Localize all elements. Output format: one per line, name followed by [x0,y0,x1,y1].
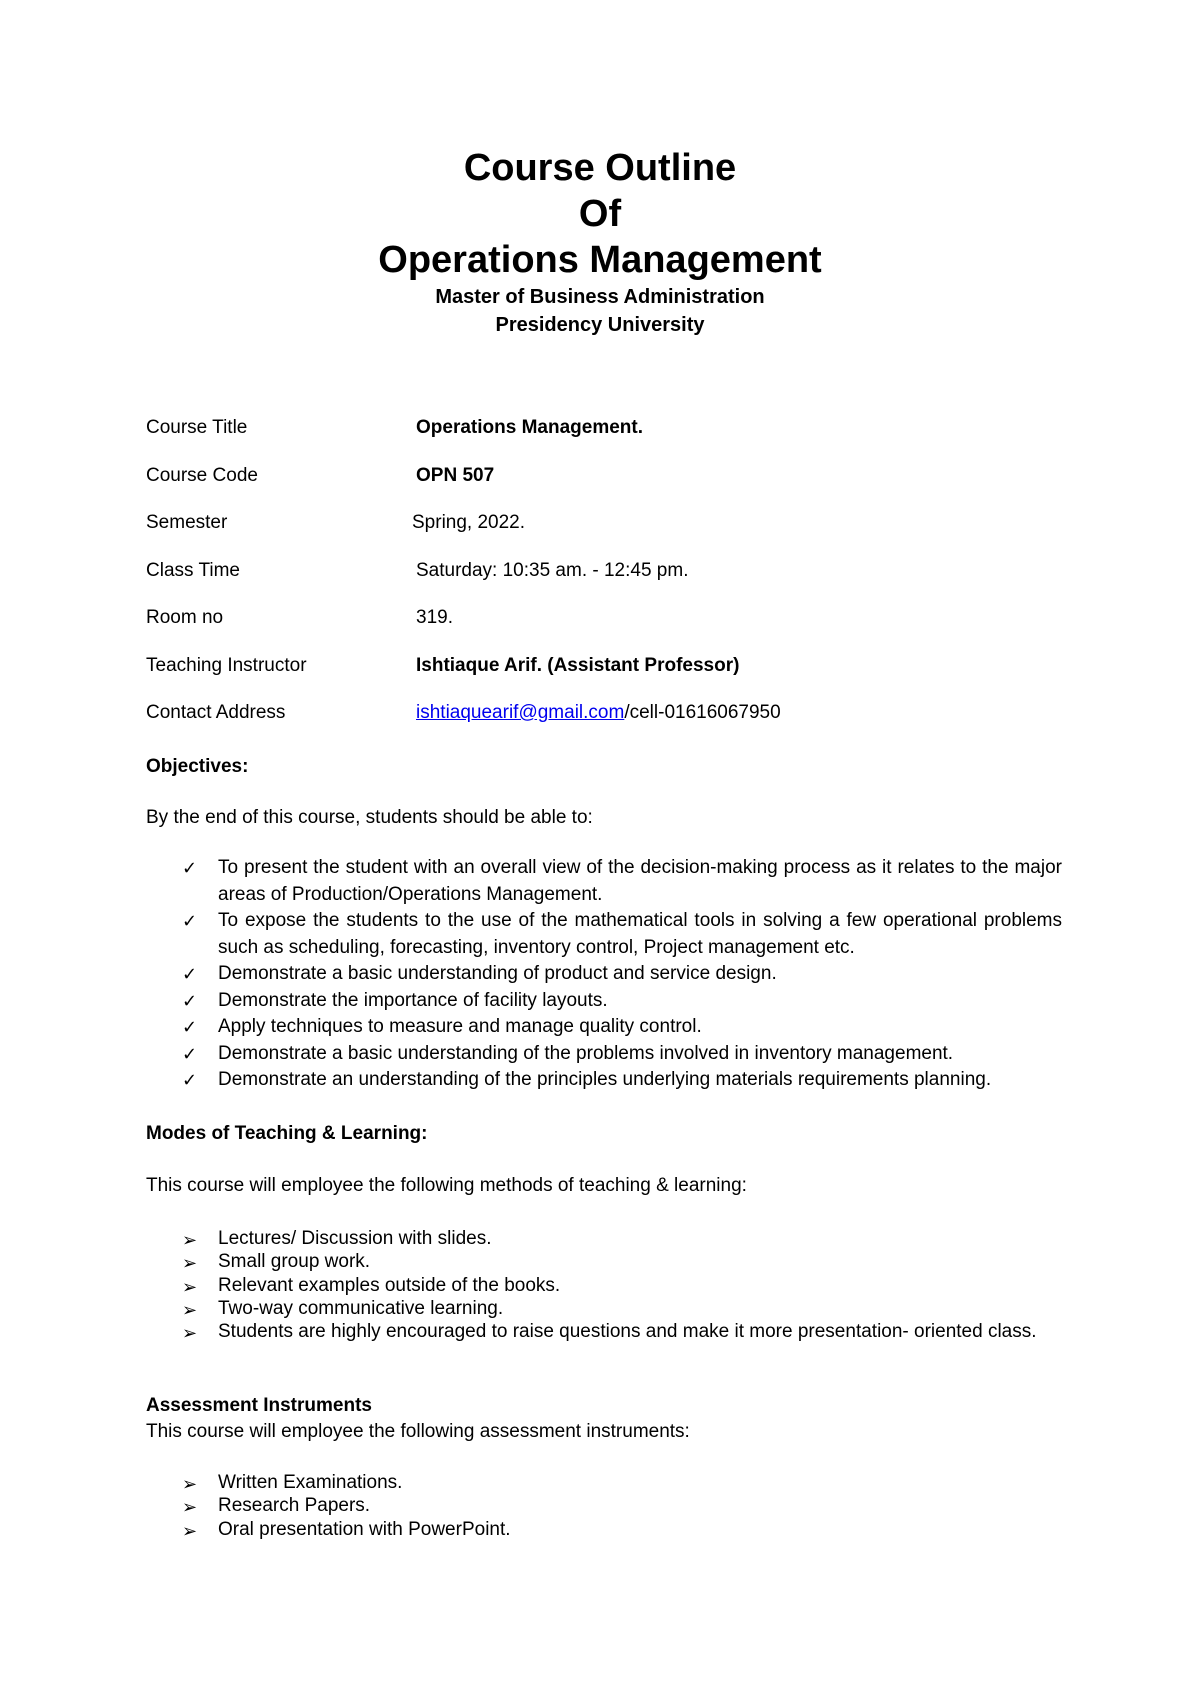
modes-intro: This course will employee the following methods of teaching & learning: [146,1175,747,1196]
list-item: ✓ To expose the students to the use of the mathematical tools in solving a few operational problems such as scheduling, forecasting, inventory control, Project management etc. [182,910,1062,958]
list-item: ✓ To present the student with an overall view of the decision-making process as it relates to the major areas of Production/Operations Management. [182,857,1062,905]
assessment-list [146,1471,1062,1541]
email-link[interactable]: ishtiaquearif@gmail.com [416,702,625,723]
check-icon: ✓ [182,911,198,931]
university-name: Presidency University [495,314,705,336]
info-row-instructor [146,654,1066,702]
list-item: ➢ Students are highly encouraged to raise questions and make it more presentation- oriented class. [146,1320,1062,1343]
check-icon: ✓ [182,1017,198,1037]
info-row-contact [146,701,1066,749]
info-row-course-code [146,464,1066,512]
title-line-2: Of [578,193,622,235]
list-item: ✓ Demonstrate the importance of facility layouts. [146,988,1062,1015]
modes-list [146,1227,1062,1343]
arrow-bullet-icon: ➢ [182,1299,198,1320]
info-value: Spring, 2022. [412,512,526,533]
arrow-bullet-icon: ➢ [182,1497,198,1518]
list-item: ➢ Research Papers. [146,1494,1062,1517]
course-info-table [146,416,1066,749]
info-value: Ishtiaque Arif. (Assistant Professor) [416,654,740,676]
objectives-heading: Objectives: [146,756,249,777]
info-label: Course Code [146,464,258,486]
info-value: Saturday: 10:35 am. - 12:45 pm. [416,559,689,581]
title-block [0,145,1200,339]
info-row-room [146,606,1066,654]
list-item: ✓ Demonstrate an understanding of the principles underlying materials requirements planning. [146,1067,1062,1094]
info-value: OPN 507 [416,464,495,486]
list-item: ✓ Demonstrate a basic understanding of product and service design. [146,961,1062,988]
modes-heading: Modes of Teaching & Learning: [146,1123,428,1144]
list-item: ✓ Demonstrate a basic understanding of the problems involved in inventory management. [146,1041,1062,1068]
objectives-section [146,754,1062,1094]
info-label: Semester [146,512,228,533]
info-value [416,701,1066,725]
check-icon: ✓ [182,858,198,878]
list-item: ➢ Small group work. [146,1250,1062,1273]
assessment-heading: Assessment Instruments [146,1395,372,1416]
cell-number: /cell-01616067950 [624,702,781,723]
arrow-bullet-icon: ➢ [182,1253,198,1274]
check-icon: ✓ [182,1070,198,1090]
arrow-bullet-icon: ➢ [182,1474,198,1494]
info-value: Operations Management. [416,417,643,438]
arrow-bullet-icon: ➢ [182,1276,198,1297]
title-line-3: Operations Management [378,239,822,281]
list-item: ➢ Lectures/ Discussion with slides. [146,1227,1062,1250]
info-label: Contact Address [146,702,286,723]
check-icon: ✓ [182,964,198,984]
list-item: ➢ Written Examinations. [146,1471,1062,1494]
check-icon: ✓ [182,990,198,1011]
assessment-intro: This course will employee the following assessment instruments: [146,1421,690,1442]
arrow-bullet-icon: ➢ [182,1520,198,1541]
program-name: Master of Business Administration [435,286,765,308]
modes-section [146,1121,1062,1343]
list-item: ➢ Relevant examples outside of the books. [146,1274,1062,1297]
arrow-bullet-icon: ➢ [182,1230,198,1250]
info-label: Room no [146,607,224,628]
info-value: 319. [416,607,453,628]
list-item: ➢ Oral presentation with PowerPoint. [146,1518,1062,1541]
info-row-semester [146,511,1066,559]
objectives-intro: By the end of this course, students should be able to: [146,807,593,828]
assessment-section [146,1393,1062,1541]
objectives-list [146,855,1062,1094]
info-label: Class Time [146,559,240,581]
info-row-course-title [146,416,1066,464]
list-item: ➢ Two-way communicative learning. [146,1297,1062,1320]
title-line-1: Course Outline [463,147,737,189]
info-label: Teaching Instructor [146,654,307,676]
check-icon: ✓ [182,1043,198,1064]
list-item: ✓ Apply techniques to measure and manage quality control. [146,1014,1062,1041]
arrow-bullet-icon: ➢ [182,1323,198,1344]
info-row-class-time [146,559,1066,607]
info-label: Course Title [146,417,248,438]
